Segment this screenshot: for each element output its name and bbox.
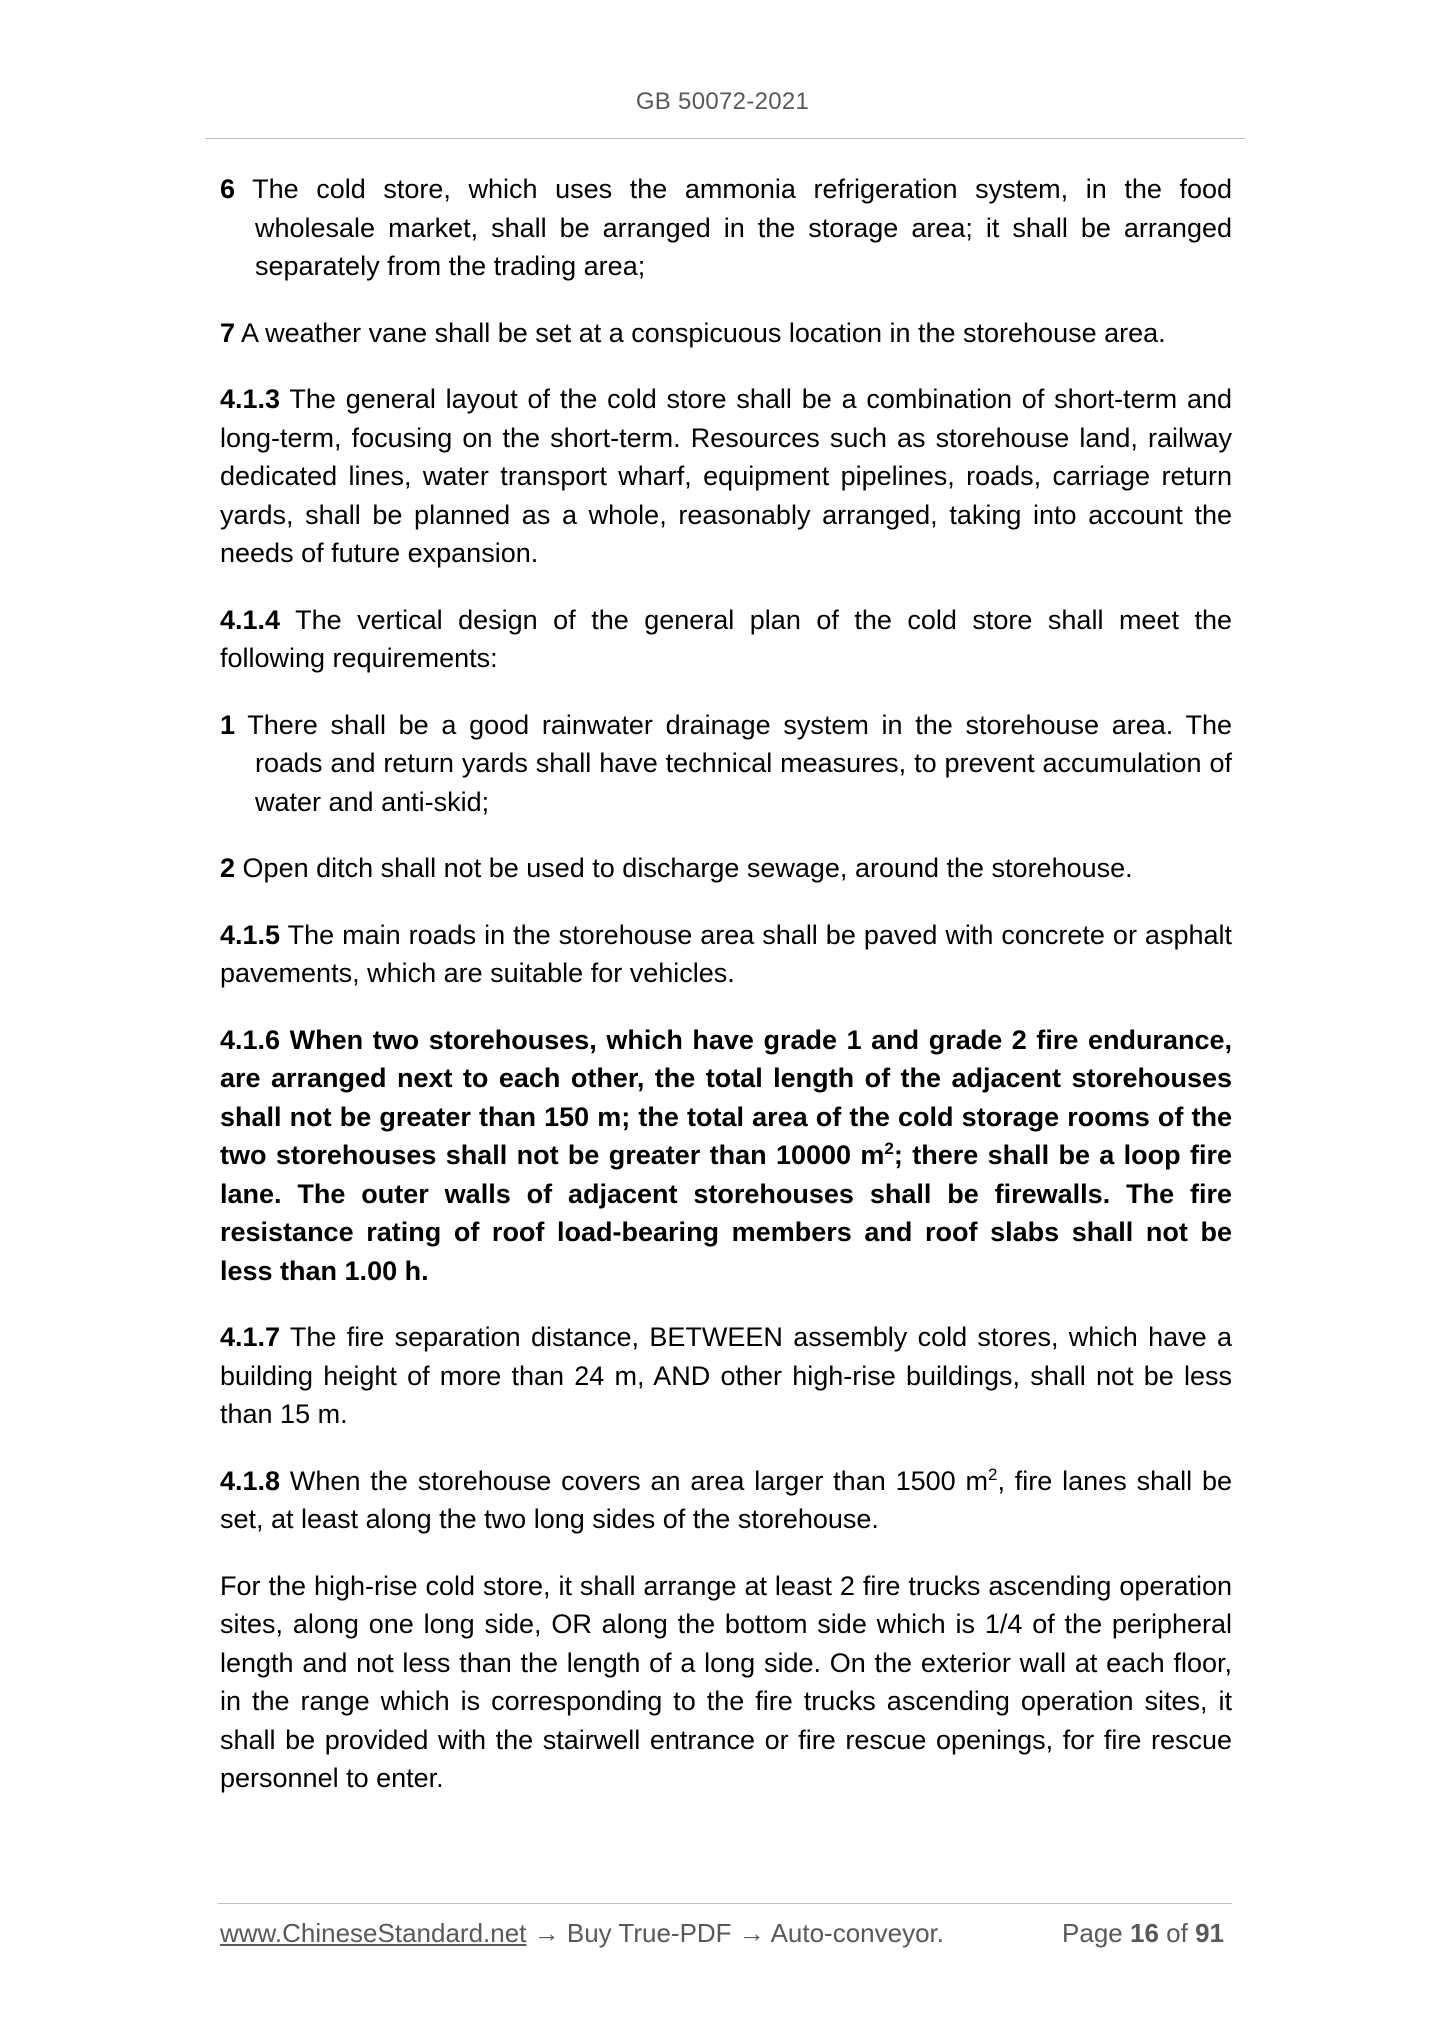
page-label: Page bbox=[1062, 1918, 1123, 1948]
clause-text: The general layout of the cold store shall be a combination of short-term and long-term, focusing on the short-term. Resources such as storehouse land, railway dedicated lines, water transport wharf, equipment pipelines, roads, carriage return yards, shall be planned as a whole, reasonably arranged, taking into account the needs of future expansion. bbox=[220, 384, 1233, 568]
clause-number: 4.1.7 bbox=[220, 1322, 281, 1352]
clause-number: 4.1.6 bbox=[220, 1024, 281, 1055]
clause-text: The fire separation distance, BETWEEN assembly cold stores, which have a building height of more than 24 m, AND other high-rise buildings, shall not be less than 15 m. bbox=[220, 1322, 1233, 1429]
total-pages: 91 bbox=[1195, 1918, 1224, 1948]
clause-text-part-a: When two storehouses, which have grade 1 and grade 2 fire endurance, are arranged next to each other, the total length of the adjacent storehouses shall not be greater than 150 m; the total area of the cold storage rooms of the two storehouses shall not be greater than 10000 m bbox=[220, 1024, 1232, 1170]
document-body bbox=[220, 170, 1232, 1826]
clause-text: The vertical design of the general plan of the cold store shall meet the following requirements: bbox=[220, 604, 1232, 673]
superscript-2: 2 bbox=[987, 1464, 998, 1484]
of-label: of bbox=[1166, 1918, 1188, 1948]
clause-text-part-b: , fire lanes shall be set, at least along the two long sides of the storehouse. bbox=[220, 1465, 1232, 1534]
page-number: 16 bbox=[1130, 1918, 1159, 1948]
clause-number: 4.1.5 bbox=[220, 919, 281, 950]
item-number: 7 bbox=[220, 317, 236, 348]
item-text: The cold store, which uses the ammonia refrigeration system, in the food wholesale market, shall be arranged in the storage area; it shall be arranged separately from the trading area; bbox=[252, 174, 1233, 281]
header-divider bbox=[205, 138, 1245, 139]
high-rise-paragraph bbox=[220, 1567, 1232, 1798]
item-text: A weather vane shall be set at a conspicuous location in the storehouse area. bbox=[241, 317, 1166, 348]
website-link[interactable]: www.ChineseStandard.net bbox=[220, 1918, 527, 1948]
clause-number: 4.1.4 bbox=[220, 604, 281, 635]
clause-number: 4.1.3 bbox=[220, 384, 281, 414]
clause-text: The main roads in the storehouse area shall be paved with concrete or asphalt pavements, which are suitable for vehicles. bbox=[220, 919, 1232, 988]
item-number: 6 bbox=[220, 174, 236, 204]
superscript-2: 2 bbox=[884, 1139, 894, 1158]
clause-4-1-8 bbox=[220, 1462, 1232, 1539]
clause-4-1-4 bbox=[220, 601, 1232, 678]
footer-left bbox=[220, 1918, 944, 1949]
document-header-title: GB 50072-2021 bbox=[635, 88, 810, 115]
list-item-7 bbox=[220, 314, 1232, 353]
list-item-6 bbox=[220, 170, 1232, 286]
clause-4-1-3 bbox=[220, 380, 1232, 573]
page-indicator bbox=[1062, 1918, 1224, 1949]
clause-4-1-6-mandatory bbox=[220, 1021, 1232, 1291]
footer-tail-text: → Buy True-PDF → Auto-conveyor. bbox=[526, 1918, 945, 1948]
paragraph-text: For the high-rise cold store, it shall arrange at least 2 fire trucks ascending operation sites, along one long side, OR along the bottom side which is 1/4 of the peripheral length and not less than the length of a long side. On the exterior wall at each floor, in the range which is corresponding to the fire trucks ascending operation sites, it shall be provided with the stairwell entrance or fire rescue openings, for fire rescue personnel to enter. bbox=[220, 1570, 1232, 1793]
clause-text-part-a: When the storehouse covers an area larger than 1500 m bbox=[289, 1465, 988, 1496]
clause-4-1-5 bbox=[220, 916, 1232, 993]
clause-number: 4.1.8 bbox=[220, 1465, 281, 1496]
item-text: Open ditch shall not be used to discharge sewage, around the storehouse. bbox=[242, 853, 1133, 883]
list-item-1 bbox=[220, 706, 1232, 822]
item-number: 2 bbox=[220, 853, 236, 883]
list-item-2 bbox=[220, 849, 1232, 888]
clause-4-1-7 bbox=[220, 1318, 1232, 1434]
clause-text-part-b: ; there shall be a loop fire lane. The outer walls of adjacent storehouses shall be firewalls. The fire resistance rating of roof load-bearing members and roof slabs shall not be less than 1.00 h. bbox=[220, 1140, 1233, 1286]
item-number: 1 bbox=[220, 709, 236, 740]
item-text: There shall be a good rainwater drainage system in the storehouse area. The roads and return yards shall have technical measures, to prevent accumulation of water and anti-skid; bbox=[247, 709, 1232, 817]
footer-divider bbox=[218, 1903, 1232, 1904]
